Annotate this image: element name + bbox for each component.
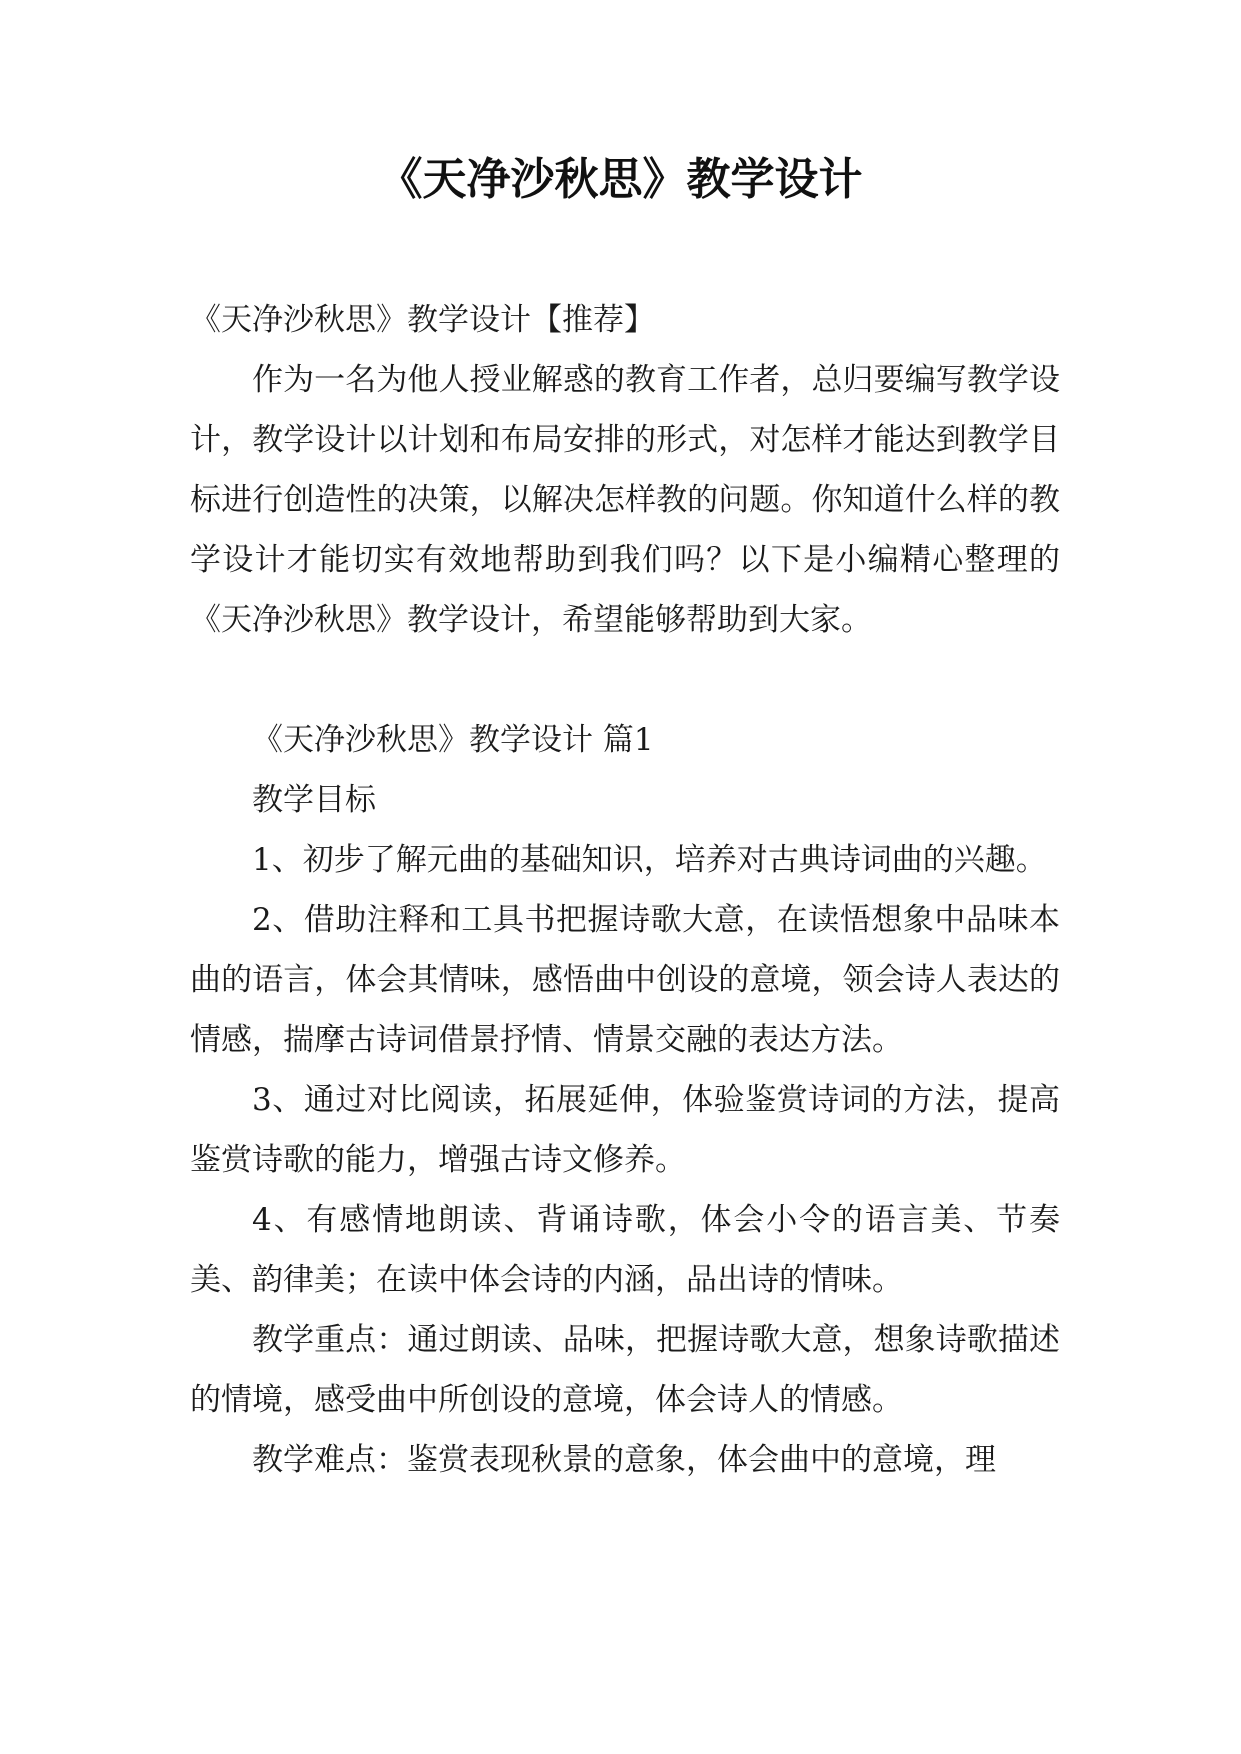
section-heading: 《天净沙秋思》教学设计 篇1: [252, 722, 654, 758]
objective-item-3: 3、通过对比阅读，拓展延伸，体验鉴赏诗词的方法，提高鉴赏诗歌的能力，增强古诗文修养。: [190, 1082, 1060, 1178]
objectives-heading: 教学目标: [252, 782, 376, 818]
key-points-paragraph: 教学重点：通过朗读、品味，把握诗歌大意，想象诗歌描述的情境，感受曲中所创设的意境，体会诗人的情感。: [190, 1322, 1060, 1418]
objective-item-2: 2、借助注释和工具书把握诗歌大意，在读悟想象中品味本曲的语言，体会其情味，感悟曲中创设的意境，领会诗人表达的情感，揣摩古诗词借景抒情、情景交融的表达方法。: [190, 902, 1060, 1058]
document-subtitle: 《天净沙秋思》教学设计【推荐】: [190, 302, 655, 338]
intro-paragraph: 作为一名为他人授业解惑的教育工作者，总归要编写教学设计，教学设计以计划和布局安排的形式，对怎样才能达到教学目标进行创造性的决策，以解决怎样教的问题。你知道什么样的教学设计才能切实有效地帮助到我们吗？以下是小编精心整理的《天净沙秋思》教学设计，希望能够帮助到大家。: [190, 362, 1060, 638]
objective-item-4: 4、有感情地朗读、背诵诗歌，体会小令的语言美、节奏美、韵律美；在读中体会诗的内涵，品出诗的情味。: [190, 1202, 1060, 1298]
difficulties-paragraph: 教学难点：鉴赏表现秋景的意象，体会曲中的意境，理: [252, 1442, 996, 1478]
paragraph-spacer: [190, 650, 1060, 710]
document-title: 《天净沙秋思》教学设计: [378, 154, 863, 205]
objective-item-1: 1、初步了解元曲的基础知识，培养对古典诗词曲的兴趣。: [252, 842, 1047, 878]
document-body: [190, 290, 1060, 1490]
